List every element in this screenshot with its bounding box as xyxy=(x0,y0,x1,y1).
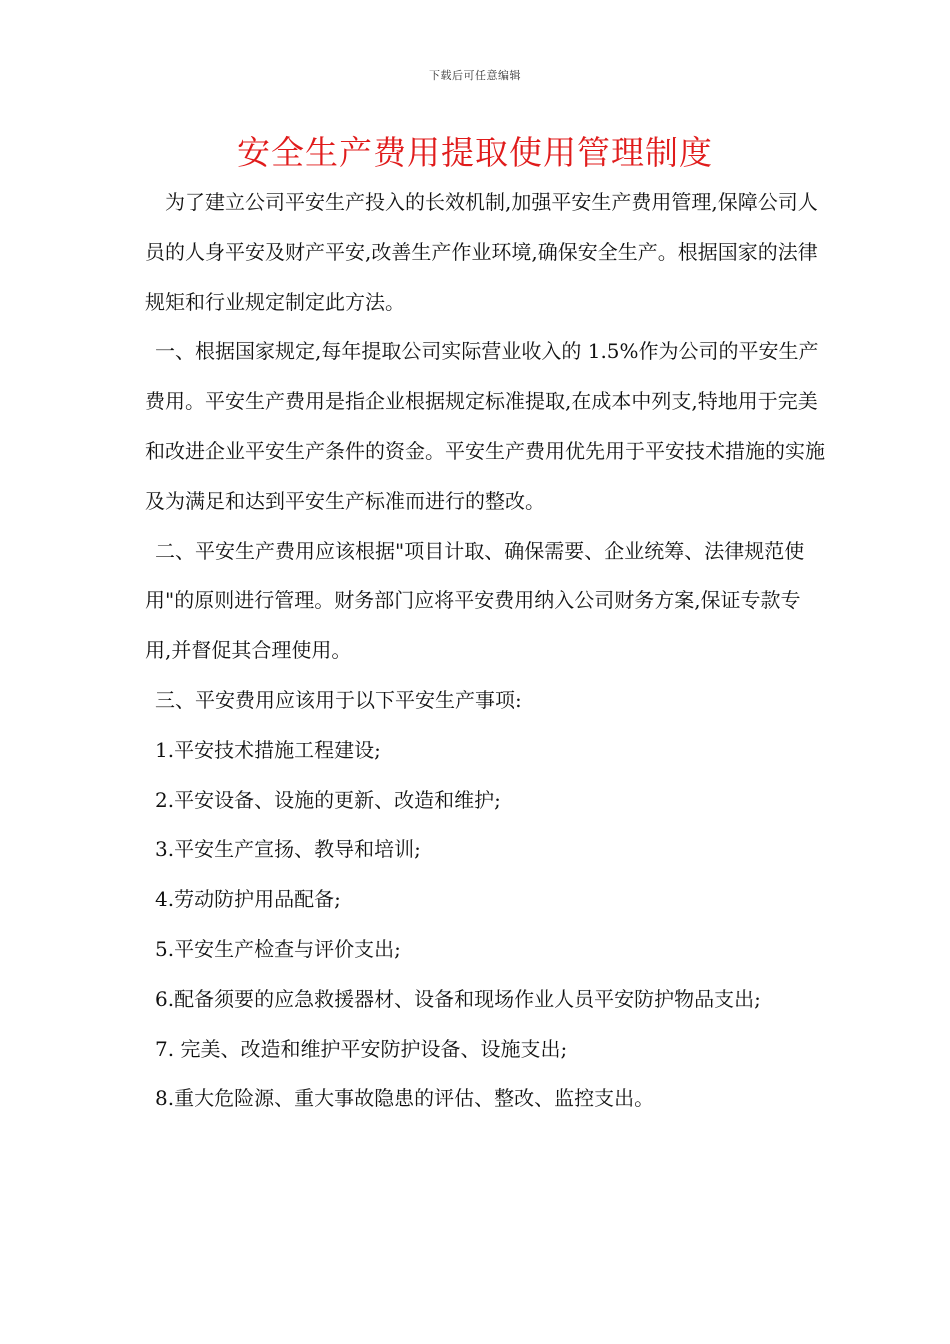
list-item-4: 4.劳动防护用品配备; xyxy=(155,887,341,912)
list-item-3: 3.平安生产宣扬、教导和培训; xyxy=(155,837,421,862)
header-note: 下载后可任意编辑 xyxy=(429,69,521,82)
list-item-2: 2.平安设备、设施的更新、改造和维护; xyxy=(155,787,501,812)
paragraph-section-3: 三、平安费用应该用于以下平安生产事项: xyxy=(155,687,522,712)
document-body xyxy=(145,178,825,1124)
list-item-6: 6.配备须要的应急救援器材、设备和现场作业人员平安防护物品支出; xyxy=(155,986,761,1011)
paragraph-intro: 为了建立公司平安生产投入的长效机制,加强平安生产费用管理,保障公司人员的人身平安及财产平安,改善生产作业环境,确保安全生产。根据国家的法律规矩和行业规定制定此方法。 xyxy=(145,190,818,314)
paragraph-section-2: 二、平安生产费用应该根据"项目计取、确保需要、企业统筹、法律规范使用"的原则进行管理。财务部门应将平安费用纳入公司财务方案,保证专款专用,并督促其合理使用。 xyxy=(145,538,805,663)
paragraph-section-1: 一、根据国家规定,每年提取公司实际营业收入的 1.5%作为公司的平安生产费用。平安生产费用是指企业根据规定标准提取,在成本中列支,特地用于完美和改进企业平安生产条件的资金。平安生产费用优先用于平安技术措施的实施及为满足和达到平安生产标准而进行的整改。 xyxy=(145,339,825,513)
list-item-5: 5.平安生产检查与评价支出; xyxy=(155,936,401,961)
list-item-1: 1.平安技术措施工程建设; xyxy=(155,737,381,762)
list-item-8: 8.重大危险源、重大事故隐患的评估、整改、监控支出。 xyxy=(155,1086,655,1111)
list-item-7: 7. 完美、改造和维护平安防护设备、设施支出; xyxy=(155,1036,568,1061)
document-title: 安全生产费用提取使用管理制度 xyxy=(237,133,713,172)
